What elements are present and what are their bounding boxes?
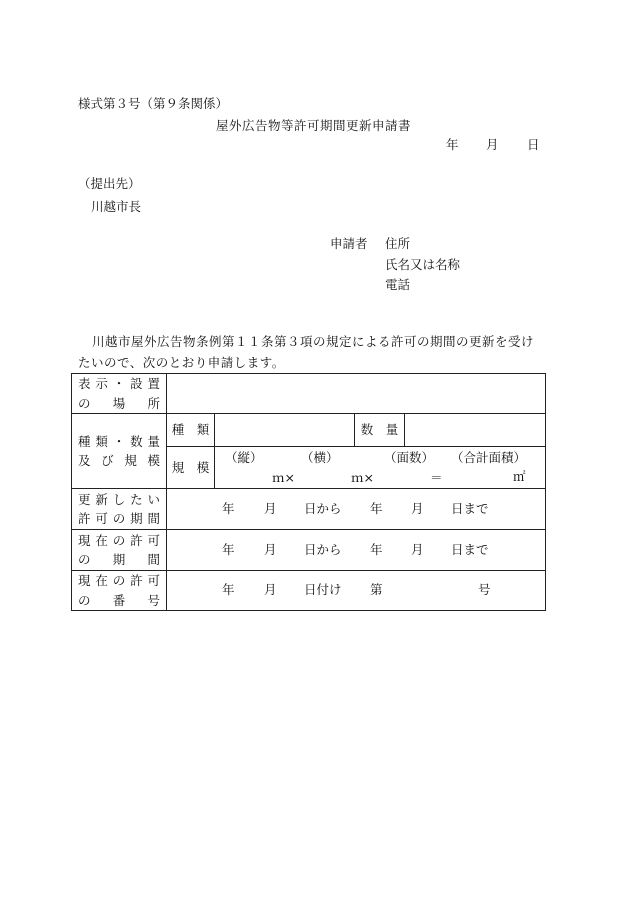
char: 及 — [78, 453, 91, 468]
row-location — [72, 374, 546, 414]
row-current-period — [72, 530, 546, 571]
scale-value-field[interactable] — [215, 447, 546, 489]
scale-horizontal-label: （横） — [301, 450, 339, 465]
char: 可 — [147, 573, 160, 589]
char: の — [78, 395, 91, 411]
number-prefix: 第 — [370, 582, 383, 597]
renewal-month-until: 月 — [411, 501, 424, 516]
char: 模 — [147, 453, 160, 468]
scale-equals: ＝ — [430, 470, 443, 485]
scale-vertical-label: （縦） — [225, 450, 263, 465]
current-period-label-line1 — [78, 531, 160, 550]
kind-value-field[interactable] — [215, 414, 355, 447]
applicant-name: 氏名又は名称 — [385, 257, 461, 272]
number-suffix: 号 — [478, 582, 491, 597]
renewal-period-label-line2 — [78, 509, 160, 528]
char: 許 — [78, 511, 91, 526]
row-renewal-period — [72, 489, 546, 530]
scale-sublabel — [167, 447, 215, 489]
kind-qty-label — [72, 414, 167, 489]
char: 期 — [112, 552, 126, 567]
scale-area-count-label: （面数） — [384, 450, 435, 465]
char: 許 — [130, 573, 143, 589]
qty-value-field[interactable] — [405, 414, 546, 447]
char: の — [78, 592, 91, 608]
scale-m-times-2: ｍ× — [351, 470, 374, 485]
char: 量 — [147, 433, 160, 449]
char: 表 — [78, 376, 91, 392]
scale-total-area-label: （合計面積） — [451, 450, 527, 465]
location-value-field[interactable] — [167, 374, 546, 414]
char: 新 — [95, 491, 108, 507]
char: 可 — [95, 511, 108, 526]
char: 号 — [147, 592, 160, 608]
char: 種 — [78, 433, 91, 449]
current-year-until: 年 — [370, 542, 383, 557]
char: た — [130, 491, 143, 507]
applicant-address: 住所 — [385, 236, 411, 251]
current-month-from: 月 — [264, 542, 277, 557]
char: 数 — [130, 433, 143, 449]
body-text-line2: たいので、次のとおり申請します。 — [78, 355, 285, 370]
kind-sublabel — [167, 414, 215, 447]
char: 設 — [130, 376, 143, 392]
char: 場 — [112, 395, 126, 411]
char: の — [112, 573, 126, 589]
number-month: 月 — [264, 582, 277, 597]
qty-sublabel-text: 数 量 — [360, 422, 399, 438]
date-year: 年 — [446, 137, 459, 152]
char: 更 — [78, 491, 91, 507]
date-month: 月 — [486, 137, 499, 152]
current-day-until: 日まで — [451, 542, 489, 557]
char: 間 — [147, 552, 160, 567]
renewal-period-label-line1 — [78, 490, 160, 509]
kind-qty-label-line1 — [78, 432, 160, 451]
renewal-year-until: 年 — [370, 501, 383, 516]
char: 所 — [147, 395, 160, 411]
char: 間 — [147, 511, 160, 526]
renewal-year-from: 年 — [222, 501, 235, 516]
char: の — [78, 552, 91, 567]
renewal-period-value-field[interactable] — [167, 489, 546, 530]
scale-sublabel-text: 規 模 — [171, 459, 210, 475]
char: ・ — [112, 433, 126, 449]
renewal-period-label — [72, 489, 167, 530]
current-day-from: 日から — [304, 542, 342, 557]
char: 現 — [78, 573, 91, 589]
current-number-value-field[interactable] — [167, 571, 546, 611]
char: ・ — [112, 376, 126, 392]
char: の — [112, 511, 126, 526]
char: い — [147, 491, 160, 507]
renewal-day-from: 日から — [304, 501, 342, 516]
location-label-line2 — [78, 394, 160, 413]
current-period-label-line2 — [78, 550, 160, 569]
document-title: 屋外広告物等許可期間更新申請書 — [216, 118, 412, 133]
renewal-day-until: 日まで — [451, 501, 489, 516]
current-period-value-field[interactable] — [167, 530, 546, 571]
application-table — [71, 373, 546, 611]
current-number-label — [72, 571, 167, 611]
scale-m-times-1: ｍ× — [272, 470, 295, 485]
char: 番 — [112, 592, 126, 608]
char: 現 — [78, 532, 91, 548]
char: し — [112, 491, 126, 507]
date-day: 日 — [527, 137, 540, 152]
number-year: 年 — [222, 582, 235, 597]
submit-to-recipient: 川越市長 — [91, 199, 142, 214]
char: 在 — [95, 573, 108, 589]
kind-sublabel-text: 種 類 — [171, 422, 210, 438]
renewal-month-from: 月 — [264, 501, 277, 516]
current-month-until: 月 — [411, 542, 424, 557]
char: 期 — [130, 511, 143, 526]
current-number-label-line1 — [78, 571, 160, 590]
qty-sublabel — [355, 414, 405, 447]
applicant-label: 申請者 — [330, 236, 368, 251]
char: 類 — [95, 433, 108, 449]
char: 置 — [147, 376, 160, 392]
char: 許 — [130, 532, 143, 548]
kind-qty-label-line2 — [78, 451, 160, 470]
char: 在 — [95, 532, 108, 548]
current-number-label-line2 — [78, 591, 160, 610]
form-number: 様式第３号（第９条関係） — [78, 96, 229, 111]
current-year-from: 年 — [222, 542, 235, 557]
applicant-phone: 電話 — [385, 277, 411, 292]
char: の — [112, 532, 126, 548]
char: 可 — [147, 532, 160, 548]
char: び — [101, 453, 114, 468]
char: 示 — [95, 376, 108, 392]
body-text-line1: 川越市屋外広告物条例第１１条第３項の規定による許可の期間の更新を受け — [92, 334, 535, 349]
location-label — [72, 374, 167, 414]
number-day-dated: 日付け — [304, 582, 342, 597]
submit-to-label: （提出先） — [78, 176, 141, 191]
row-kind — [72, 414, 546, 447]
row-current-number — [72, 571, 546, 611]
scale-sqm-unit: ㎡ — [513, 469, 526, 484]
char: 規 — [124, 453, 137, 468]
current-period-label — [72, 530, 167, 571]
location-label-line1 — [78, 374, 160, 393]
